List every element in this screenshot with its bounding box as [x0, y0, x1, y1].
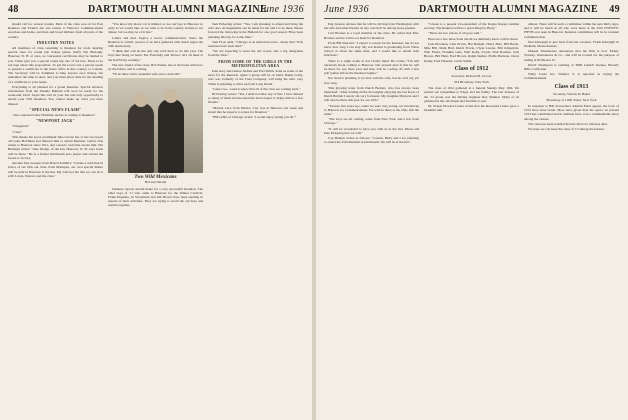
issue-date: June 1936 — [259, 4, 304, 15]
paragraph: "The boys are all coming, some from New York, and a few from Chicago." — [324, 117, 419, 126]
page-number: 48 — [8, 4, 19, 15]
paragraph: business reports should make for a very successful Reunion. The other boys of '11 who came to Hanover for the Winter Carnival, Frank Hopkins, Al Sweetland and Jim Brown have been sending in reports of their activities. They are trying to recall the old days and reunite together. — [108, 186, 203, 208]
paragraph: Paul Arey and Ossian Jardine and Earl Smith. Send us some of the news for the Reunion. Quite a group will be on hand. Ralph Colby, who was formerly of the Trust Company, will bring his wife. Guy Tullar is planning to drive up from Long Island. — [208, 69, 303, 86]
paragraph: "NEWPORT JACK" — [35, 119, 76, 124]
paragraph: Wally Jones' Inc. Wallace T. is reported as saying the Commencement. — [524, 72, 619, 81]
header-rule — [324, 18, 620, 19]
paragraph: "We are expecting to have the old crowd, also a big delegation from the West." — [208, 49, 303, 58]
paragraph: "Coleen is a present vice-president of the Kappa Kappa Gamma sorority. The Reunion will be a great thing for Betty." — [424, 22, 519, 31]
class-address: 354 Broadway, New York — [453, 80, 490, 85]
right-header — [324, 4, 620, 17]
paragraph: Everything is all planned for a grand Reunion. Special advance information from the Weekly Bulletin will soon be ready for the week-end. Don't forget this will be your last and only opportunity to attend your 25th Reunion. You cannot make up what you have missed. — [8, 84, 103, 106]
paragraph: All members of class returning to Reunion for trade desiring special rates for round trip tickets please notify Nat Burleigh, Hanover, N. H. at once, as concession certificates may be mailed to you. These give you a special round trip rate of 5/4 fare. There is no red tape about this proposition. To get the lower rate a person needs to present a certificate to the ticket office in this country or Canada. The Secretary will be delighted to help anyone save money, but remember the time is short, and you must allow time for the mailing of a certificate to your home. — [8, 46, 103, 84]
paragraph: Cap Hedges writes as follows: "Coleen, Betty and I are planning to attend the 25th Reunion at Dartmouth. We will be at the Inn." — [324, 136, 419, 145]
paragraph: This glowing letter from Dutch Bartlett, who has always been interested: "After trailing all the thoroughly enjoying the last hours of Dutch Bartlett I surely am very fortunate. My daughter Marjorie and I will also be there this year for our 25th." — [324, 85, 419, 103]
paragraph: David Thompson is residing at 3848 Lindell Avenue, Beverly Hills, California. — [524, 62, 619, 72]
left-column-1 — [8, 22, 103, 414]
paragraph: The new friend of the class, Bob Parker, has at last been written to by the Editor, and is coming. — [108, 62, 203, 72]
paragraph: "I'll be there with a beautiful wife and a clean bill." — [112, 72, 182, 77]
running-title: DARTMOUTH ALUMNI MAGAZINE — [419, 4, 599, 15]
paragraph: "I think that will be the only trip we'll have to do this year. The boys like being on hand. The Fraternity and Thayer: let's all meet at the Inn Friday evening." — [108, 49, 203, 62]
paragraph: The class of 1912 gathered at a funeral Sunday May 10th. We extend our sympathies to Edgar and his family. The last Jackson of the '12 group was the mining engineer Ray Skinner. Many of us gathered in the old chapel and laid him to rest. — [424, 86, 519, 103]
paragraph: Dr. Ernest Howard Lisner writes that the Reverend Lisner gave a beautiful talk. — [424, 104, 519, 113]
class-heading-1912: Class of 1912 — [454, 65, 489, 72]
paragraph: Here are a few more from whom we definitely know will be there: — [428, 36, 519, 41]
paragraph: INDUSTRY NOTES — [36, 40, 75, 45]
class-secretary: Secretary, Warren D. Baker — [552, 91, 591, 96]
paragraph: "Bill Gibbs of Chicago writes: 'I would enjoy seeing you all.'" — [212, 115, 297, 120]
right-column-1 — [324, 22, 419, 414]
paragraph: utmost. There will be such a committee within the next thirty days, and it will be much as all who were there at the 25th TWENTY-FIFTH ever seen in Hanover. Reunion committees will be in constant communication. — [524, 22, 619, 39]
photo-credit: Hal and Natalie — [144, 180, 167, 185]
paragraph: Pug Jackson advises that he will be driving from Washington with his wife and other friends. In any case he'll be among those present. — [324, 22, 419, 31]
paragraph: "There are two places, if all goes well." — [428, 31, 482, 36]
paragraph: The class has been notified that the Doctor's wife has died. — [528, 121, 608, 126]
paragraph: Jack Bowman, Chet Erwin, Hal Haskell, Harry Hart, Bill Hatch, Mile Hill, Mahl Hall, Dutch Fowle, Clyde Lawler, Phil Kilpatrick, Walt Florin, Franklin Gale, Walt Kelly, Zwick, Walt Roemer, Jack Brown, Bill Ham, Fred Brown, Ralph Dasher, Hollis Buckton, Oscar Kemp, Fred Wheeler, Curtis Smith. — [424, 41, 519, 63]
paragraph: In response to Bill Rowsome's Alumni Fund appeal, the boys of 1913 have done better. More have given than the quota. At present 1913 has contributed and in addition have won a commendable place among the classes. — [524, 104, 619, 121]
paragraph: We hope we can keep the class of '13 among the leaders. — [528, 127, 605, 132]
paragraph: Sam Pickering writes: "Yes, I am planning to attend and bring the wife also. Arrangements can be made for her and I to be there. Please forward the following in the Bulletin for one good reason: Have been planning this trip for some time." — [208, 22, 303, 39]
running-title: DARTMOUTH ALUMNI MAGAZINE — [88, 4, 268, 15]
left-column-3 — [208, 22, 303, 414]
paragraph: From Bill Sherwin: "I expect to return for the Reunion, but do not know how long I can stay. My son Robert is graduating from Tilton School at about the same time, and I would like to attend both functions." — [324, 40, 419, 58]
paragraph: Another fine sweeper from Boxed Tomlin's: "I made a wish that in honor of our 25th our class, from Mattapan, our own special dinner will be held in Hanover at the Inn. My wife bet me that we can do it with Lewis, Warren, and the class." — [8, 161, 103, 178]
issue-date: June 1936 — [324, 4, 369, 15]
class-heading-1913: Class of 1913 — [554, 83, 589, 90]
paragraph: "Gene Coe—Glad to know that all of the class are coming back." — [212, 86, 301, 91]
paragraph: should call for several rounds. Most of the class was on for Post Reunion and Frank's the one retreat to Hanover Commencement exercises and home, and then and broad nibblers from all parts of the country. — [8, 22, 103, 39]
class-address: Broadway at 110th Street, New York — [546, 97, 597, 102]
paragraph: FROM SOME OF THE GIRLS IN THE METROPOLITAN AREA — [218, 59, 293, 68]
paragraph: "Nangatuck" — [12, 124, 30, 129]
paragraph: This means the good, prominent Jake Lavoie has at last recovered old Gabe Holdman and induced him to attend Reunion. Gabe's first return to Hanover since 1911, and a hearty welcome awaits him. Nat Burleigh writes: "Jake Dodge, of the Inn, Hanover, N. H. says Gabe will be there." He is a former Dartmouth polo player and carried the Green to victory. — [8, 134, 103, 160]
paragraph: Hi Fearing writes: "Yes, I shall not miss any of this. I have missed so many of them and the usual fun and I expect to bring with us a few friends." — [208, 92, 303, 105]
paragraph: "Marion Luce from Mexico City was in Hanover last week and stated that he expects to return for Reunion." — [208, 105, 303, 114]
paragraph: Sam Frost adds: "Chicago is an American town—many New York reunions have been held." — [208, 39, 303, 49]
paragraph: "You know my motor car is limited, so we can't get to Hanover so early as we would like, as we wish to be in the country in time to eat dinner, but we may be a bit late." — [108, 22, 203, 35]
right-page — [316, 0, 628, 420]
paragraph: Not Judd is planning to be here with his wife, but he can't say yet how long. — [324, 76, 419, 85]
paragraph: Ned Pettengill is just back from his vacation. Frank Pettengill in Dedham, Massachusetts. — [524, 39, 619, 49]
left-column-2 — [108, 22, 203, 414]
paragraph: Carl Bowker is a loyal member of the class. He writes that Mrs. Bowker and he will be on hand for Reunion. — [324, 31, 419, 40]
paragraph: There is a slight doubt in Art Clark's mind. He writes: "I'm still uncertain about coming to Hanover. Our present plan is that he will be there for one more year and they will be cooling off with a few golf games before the Reunion begins." — [324, 58, 419, 76]
right-column-2 — [424, 22, 519, 414]
paragraph: "Twenty-five years ago, when we were very young, we traveled up to Hanover for Commencement. We will be there at the 25th, still the same." — [324, 103, 419, 117]
header-rule — [8, 18, 304, 19]
right-column-3 — [524, 22, 619, 414]
left-header — [8, 4, 304, 17]
paragraph: Ladies and men forgive a hectic communication. Since the Reunion is a thrill, several of us have gathered with much regret the 25th anniversary. — [108, 35, 203, 49]
paragraph: "It will be wonderful to have you with us at the Inn. Please tell Pete Pickering that we will." — [324, 126, 419, 135]
photo-two-wild-mexicans — [108, 78, 203, 173]
paragraph: "Just contacted Gabe Holdman and he is coming to Reunion." — [12, 113, 96, 118]
paragraph: Manuel Weissnerers announces that his firm is now Eisner, Yawney, Weissnerers & Co., and will be located for the purpose of sailing at 82 Beaver St. — [524, 49, 619, 62]
left-page — [0, 0, 312, 420]
paragraph: "SPECIAL NEWS FLASH" — [29, 107, 82, 112]
paragraph: "Class" — [12, 129, 23, 134]
photo-caption: Two Wild Mexicans — [134, 174, 177, 181]
page-number: 49 — [609, 4, 620, 15]
class-secretary: Secretary, Richard M. Grover — [451, 73, 492, 78]
